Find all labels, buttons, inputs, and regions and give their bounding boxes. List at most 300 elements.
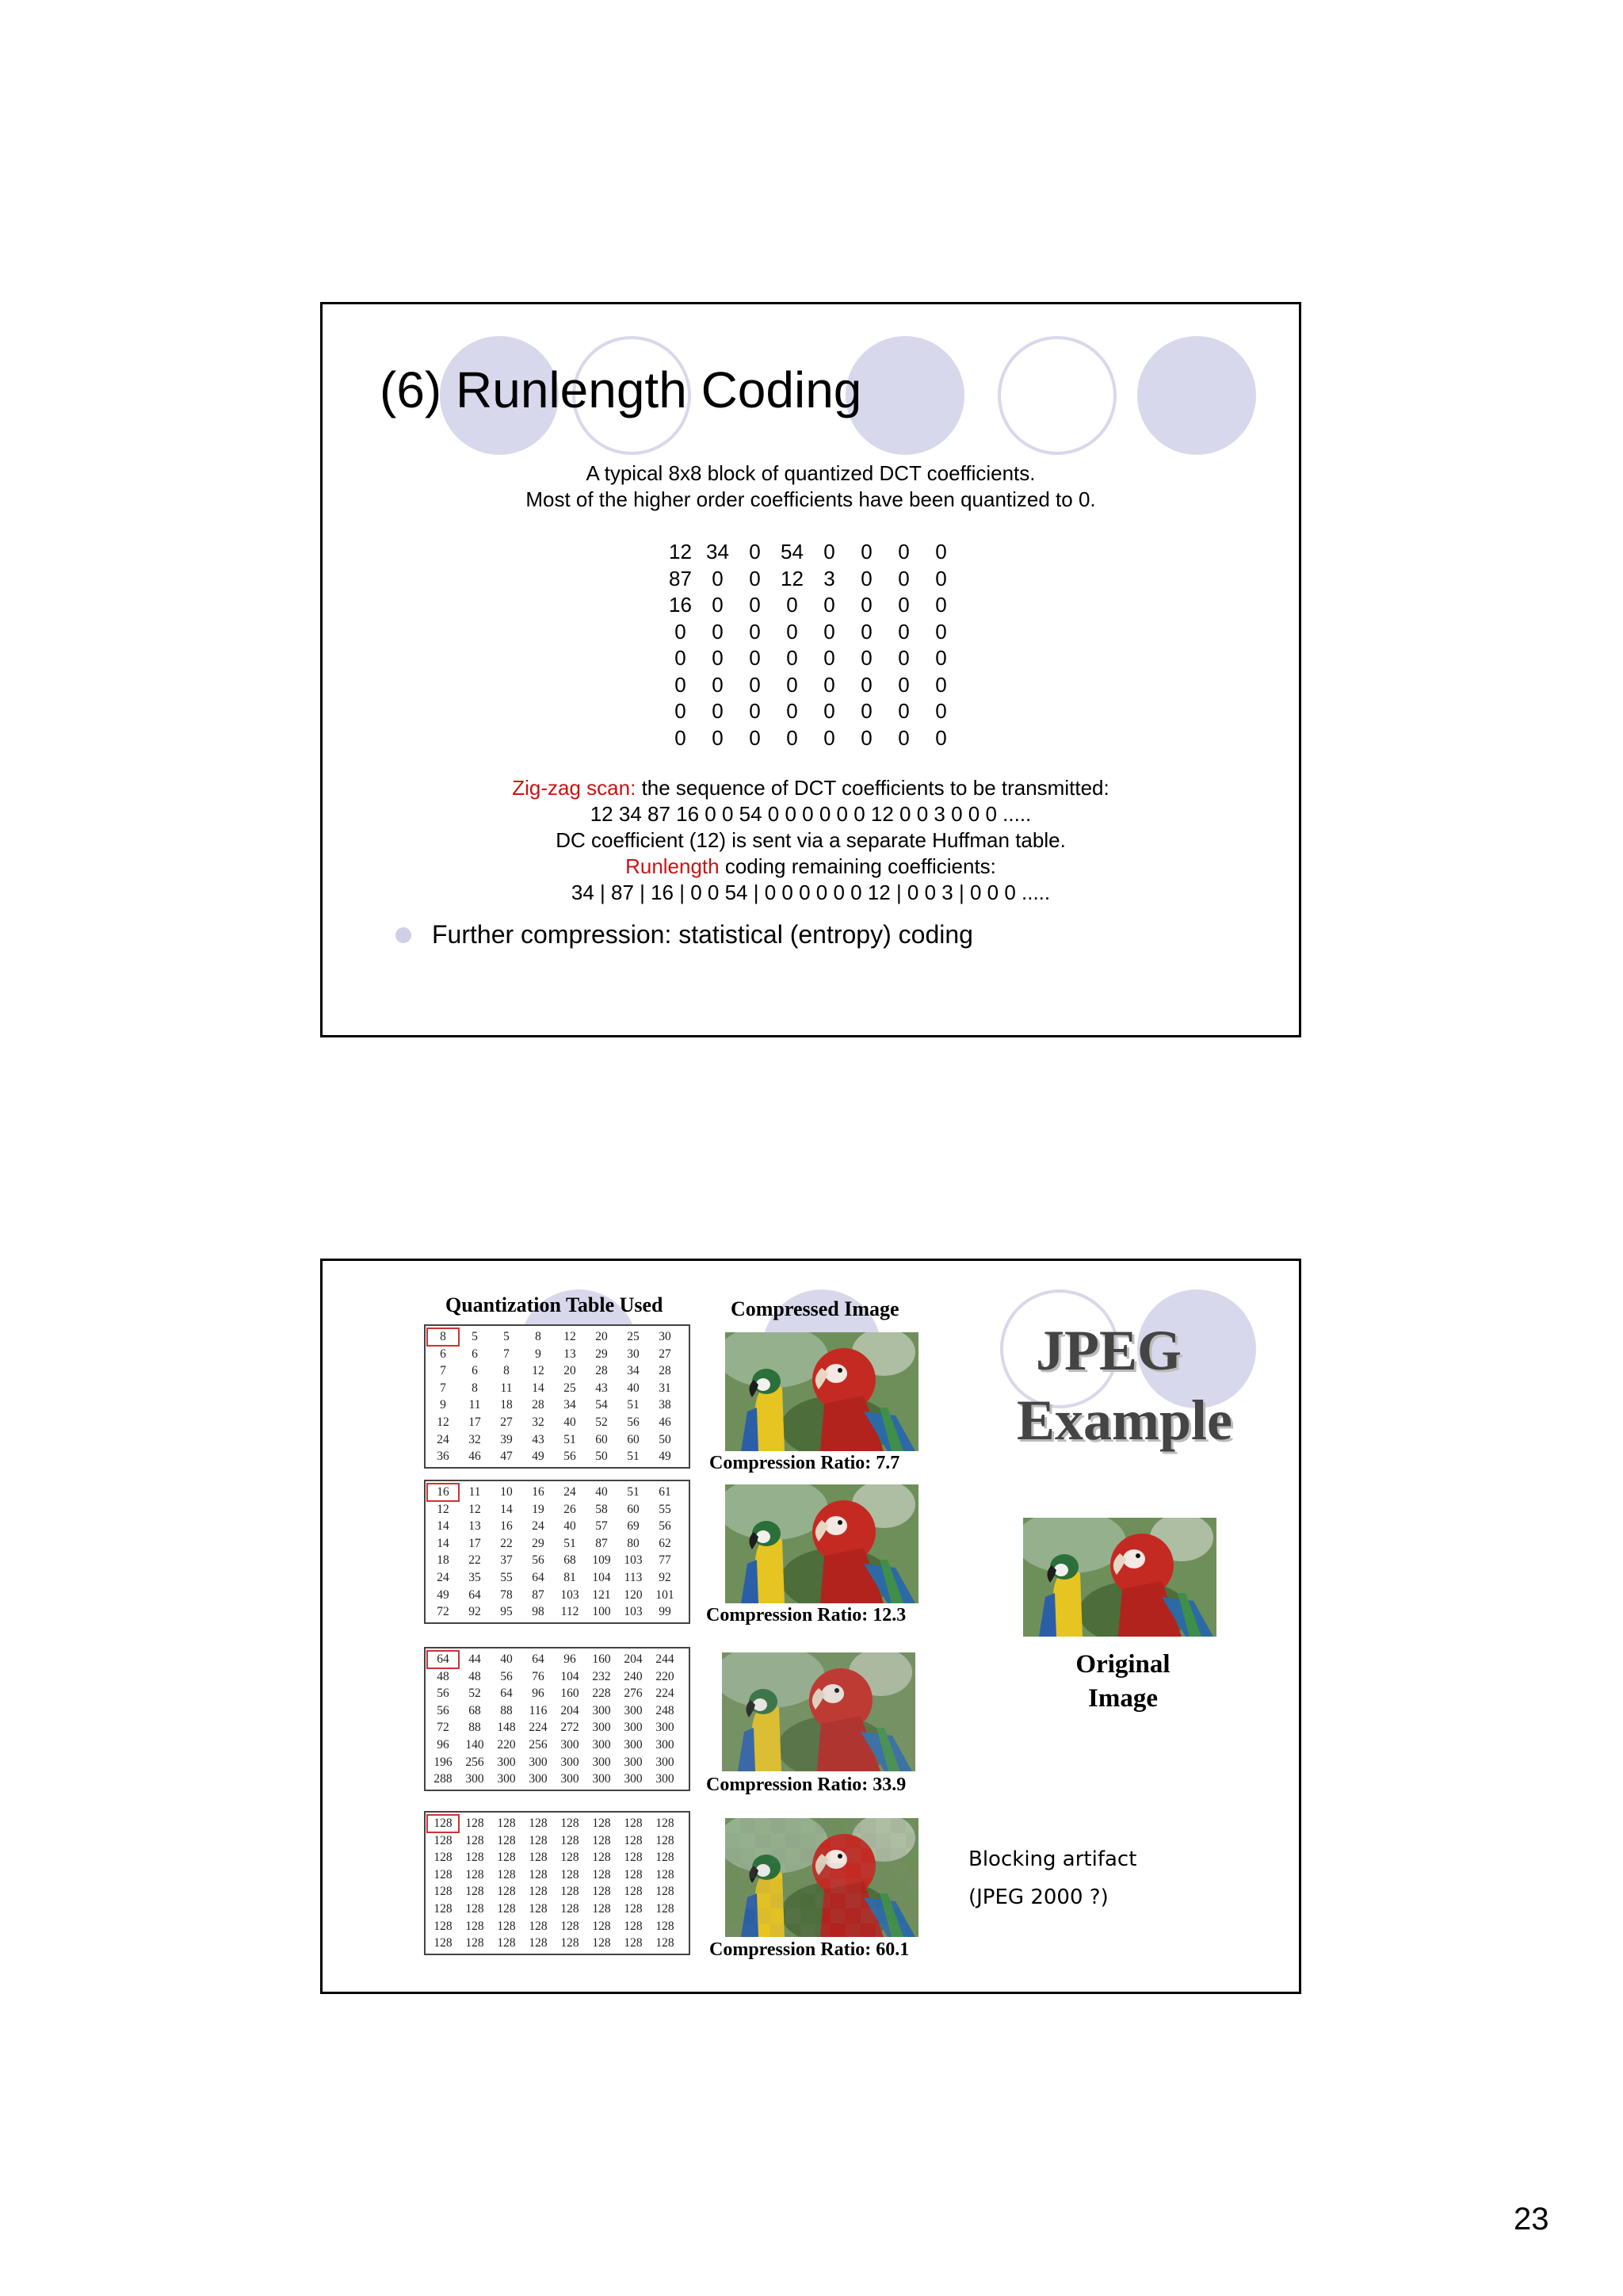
quant-row — [427, 1668, 687, 1686]
matrix-cell: 0 — [749, 593, 761, 617]
matrix-row — [323, 645, 1299, 672]
quant-cell: 128 — [655, 1867, 674, 1881]
matrix-cell: 0 — [749, 672, 761, 697]
matrix-cell: 0 — [674, 646, 686, 670]
quant-cell: 300 — [624, 1755, 643, 1769]
quant-cell: 57 — [595, 1519, 608, 1534]
quant-cell: 38 — [659, 1398, 671, 1412]
zigzag-text: the sequence of DCT coefficients to be transmitted: — [636, 776, 1109, 800]
quant-cell: 128 — [655, 1885, 674, 1899]
quant-cell: 128 — [529, 1817, 548, 1830]
quant-cell: 224 — [655, 1687, 674, 1701]
quant-cell: 128 — [433, 1885, 453, 1899]
quant-cell: 28 — [595, 1364, 608, 1378]
quant-cell: 95 — [500, 1605, 513, 1619]
quant-row — [427, 1346, 687, 1363]
matrix-cell: 0 — [935, 646, 947, 670]
quant-cell: 128 — [560, 1919, 579, 1933]
quant-cell: 40 — [595, 1485, 608, 1499]
quant-dc-cell: 16 — [427, 1484, 459, 1501]
quant-cell: 300 — [592, 1772, 611, 1786]
quant-cell: 24 — [532, 1519, 544, 1534]
quant-cell: 22 — [468, 1553, 481, 1568]
quant-cell: 36 — [437, 1450, 449, 1464]
quant-cell: 56 — [659, 1519, 671, 1534]
quant-cell: 35 — [468, 1570, 481, 1584]
quant-cell: 17 — [468, 1415, 481, 1429]
quant-cell: 128 — [497, 1885, 516, 1899]
quant-row — [427, 1535, 687, 1553]
quant-cell: 19 — [532, 1502, 544, 1516]
compression-ratio-label: Compression Ratio: 7.7 — [709, 1453, 900, 1473]
runlength-text: coding remaining coefficients: — [719, 854, 996, 878]
quant-cell: 56 — [532, 1553, 544, 1568]
matrix-cell: 0 — [898, 566, 910, 590]
quantization-table-title: Quantization Table Used — [445, 1293, 663, 1316]
quant-cell: 12 — [437, 1502, 449, 1516]
quant-row — [427, 1380, 687, 1397]
quant-cell: 76 — [532, 1669, 544, 1683]
quant-cell: 128 — [655, 1919, 674, 1933]
matrix-cell: 0 — [823, 672, 835, 697]
quant-row — [427, 1501, 687, 1519]
quant-row — [427, 1448, 687, 1465]
matrix-cell: 0 — [861, 619, 873, 644]
quant-cell: 24 — [563, 1485, 576, 1499]
quant-cell: 128 — [529, 1936, 548, 1950]
matrix-cell: 0 — [935, 672, 947, 697]
quant-cell: 6 — [440, 1347, 446, 1361]
quant-cell: 40 — [563, 1415, 576, 1429]
matrix-row — [323, 566, 1299, 593]
quant-row — [427, 1849, 687, 1866]
quant-cell: 300 — [529, 1755, 548, 1769]
quant-cell: 50 — [595, 1450, 608, 1464]
matrix-cell: 0 — [861, 672, 873, 697]
quant-cell: 128 — [465, 1936, 484, 1950]
compression-ratio-label: Compression Ratio: 12.3 — [706, 1605, 907, 1626]
quant-cell: 244 — [655, 1652, 674, 1666]
quant-cell: 9 — [440, 1398, 446, 1412]
quant-cell: 55 — [659, 1502, 671, 1516]
quant-dc-cell: 64 — [427, 1651, 459, 1668]
quant-cell: 6 — [472, 1347, 478, 1361]
quant-cell: 40 — [563, 1519, 576, 1534]
compressed-image-12-3 — [725, 1484, 918, 1603]
quantization-table — [424, 1480, 690, 1624]
blocking-artifact-note: Blocking artifact — [968, 1847, 1137, 1871]
quant-cell: 40 — [500, 1652, 513, 1666]
quant-cell: 12 — [563, 1330, 576, 1343]
quant-row — [427, 1935, 687, 1952]
quant-cell: 72 — [437, 1605, 449, 1619]
quant-cell: 72 — [437, 1721, 449, 1735]
jpeg-title-line-1: JPEG — [1036, 1319, 1182, 1382]
quant-cell: 128 — [655, 1901, 674, 1916]
quant-cell: 77 — [659, 1553, 671, 1568]
quant-cell: 300 — [624, 1703, 643, 1717]
quant-row — [427, 1719, 687, 1736]
quant-row — [427, 1431, 687, 1449]
quant-cell: 96 — [437, 1737, 449, 1752]
quant-cell: 49 — [659, 1450, 671, 1464]
quant-cell: 160 — [560, 1687, 579, 1701]
quantization-table — [424, 1647, 690, 1791]
quant-cell: 43 — [532, 1432, 544, 1446]
quant-cell: 28 — [659, 1364, 671, 1378]
quant-cell: 28 — [532, 1398, 544, 1412]
quant-cell: 51 — [563, 1536, 576, 1550]
zigzag-line — [323, 775, 1299, 801]
quant-cell: 60 — [627, 1432, 640, 1446]
quant-cell: 10 — [500, 1485, 513, 1499]
matrix-cell: 0 — [749, 646, 761, 670]
matrix-cell: 0 — [786, 725, 798, 750]
matrix-cell: 0 — [861, 540, 873, 563]
quant-cell: 121 — [592, 1587, 611, 1602]
quant-cell: 51 — [627, 1450, 640, 1464]
matrix-cell: 0 — [935, 725, 947, 750]
quant-cell: 11 — [500, 1381, 513, 1395]
matrix-cell: 0 — [823, 540, 835, 563]
quant-cell: 128 — [433, 1919, 453, 1933]
quant-cell: 50 — [659, 1432, 671, 1446]
quant-cell: 128 — [529, 1901, 548, 1916]
matrix-cell: 0 — [712, 672, 724, 697]
quant-cell: 13 — [563, 1347, 576, 1361]
quant-row — [427, 1883, 687, 1901]
matrix-row — [323, 725, 1299, 752]
intro-line-2: Most of the higher order coefficients have been quantized to 0. — [525, 487, 1096, 511]
quant-dc-cell: 8 — [427, 1328, 459, 1346]
quant-cell: 12 — [532, 1364, 544, 1378]
quant-cell: 128 — [655, 1851, 674, 1865]
quant-cell: 128 — [624, 1851, 643, 1865]
compressed-image-60-1 — [725, 1818, 918, 1937]
quant-cell: 43 — [595, 1381, 608, 1395]
quant-row — [427, 1754, 687, 1771]
quant-cell: 128 — [624, 1867, 643, 1881]
quant-cell: 64 — [532, 1652, 544, 1666]
quant-cell: 16 — [500, 1519, 513, 1534]
quant-cell: 96 — [532, 1687, 544, 1701]
compressed-image-33-9 — [722, 1652, 915, 1771]
quant-cell: 128 — [433, 1867, 453, 1881]
quant-row — [427, 1484, 687, 1501]
matrix-row — [323, 619, 1299, 646]
quant-cell: 300 — [560, 1772, 579, 1786]
quant-cell: 300 — [529, 1772, 548, 1786]
matrix-cell: 0 — [861, 725, 873, 750]
matrix-cell: 0 — [898, 725, 910, 750]
quant-cell: 128 — [560, 1833, 579, 1847]
quant-cell: 128 — [433, 1833, 453, 1847]
quant-cell: 128 — [560, 1885, 579, 1899]
matrix-cell: 12 — [669, 540, 692, 563]
matrix-row — [323, 672, 1299, 699]
quant-cell: 78 — [500, 1587, 513, 1602]
quant-cell: 128 — [465, 1885, 484, 1899]
quant-cell: 128 — [560, 1867, 579, 1881]
quant-cell: 272 — [560, 1721, 579, 1735]
quant-cell: 300 — [655, 1772, 674, 1786]
matrix-cell: 0 — [823, 593, 835, 617]
matrix-cell: 0 — [898, 593, 910, 617]
quant-cell: 54 — [595, 1398, 608, 1412]
quant-cell: 128 — [624, 1901, 643, 1916]
quant-cell: 140 — [465, 1737, 484, 1752]
matrix-cell: 0 — [861, 566, 873, 590]
quant-cell: 18 — [500, 1398, 513, 1412]
quant-cell: 51 — [627, 1398, 640, 1412]
quant-cell: 128 — [497, 1851, 516, 1865]
quant-row — [427, 1396, 687, 1414]
quant-cell: 92 — [468, 1605, 481, 1619]
matrix-cell: 0 — [749, 699, 761, 723]
quant-cell: 7 — [503, 1347, 510, 1361]
matrix-cell: 0 — [674, 699, 686, 723]
quant-cell: 103 — [624, 1553, 643, 1568]
bullet-item — [395, 920, 973, 949]
quant-cell: 300 — [592, 1737, 611, 1752]
quant-cell: 8 — [535, 1330, 541, 1343]
matrix-cell: 0 — [786, 593, 798, 617]
quant-cell: 14 — [437, 1536, 449, 1550]
quant-row — [427, 1362, 687, 1380]
intro-line-1: A typical 8x8 block of quantized DCT coefficients. — [586, 461, 1036, 485]
quant-cell: 49 — [532, 1450, 544, 1464]
quant-cell: 56 — [437, 1687, 449, 1701]
matrix-cell: 0 — [786, 672, 798, 697]
quant-cell: 128 — [592, 1919, 611, 1933]
quant-cell: 98 — [532, 1605, 544, 1619]
dc-coefficient-line: DC coefficient (12) is sent via a separate Huffman table. — [556, 828, 1066, 852]
quant-cell: 55 — [500, 1570, 513, 1584]
quant-cell: 300 — [592, 1755, 611, 1769]
quant-cell: 120 — [624, 1587, 643, 1602]
quant-row — [427, 1569, 687, 1587]
quant-cell: 100 — [592, 1605, 611, 1619]
matrix-cell: 0 — [935, 593, 947, 617]
quant-cell: 128 — [592, 1851, 611, 1865]
quant-cell: 128 — [655, 1817, 674, 1830]
quant-cell: 204 — [560, 1703, 579, 1717]
quant-cell: 128 — [529, 1833, 548, 1847]
matrix-row — [323, 698, 1299, 725]
quant-cell: 300 — [592, 1703, 611, 1717]
quant-cell: 11 — [468, 1398, 481, 1412]
matrix-cell: 16 — [669, 593, 692, 617]
matrix-cell: 0 — [898, 699, 910, 723]
matrix-cell: 0 — [749, 619, 761, 644]
quant-row — [427, 1832, 687, 1850]
quant-cell: 128 — [592, 1833, 611, 1847]
quant-cell: 92 — [659, 1570, 671, 1584]
quant-dc-cell: 128 — [427, 1815, 459, 1832]
quant-cell: 128 — [497, 1901, 516, 1916]
matrix-cell: 0 — [823, 646, 835, 670]
quant-cell: 128 — [497, 1817, 516, 1830]
quant-cell: 88 — [468, 1721, 481, 1735]
quant-cell: 31 — [659, 1381, 671, 1395]
compression-ratio-label: Compression Ratio: 60.1 — [709, 1939, 910, 1960]
quant-cell: 128 — [433, 1936, 453, 1950]
matrix-cell: 34 — [706, 540, 729, 563]
quant-cell: 32 — [532, 1415, 544, 1429]
quant-cell: 128 — [465, 1851, 484, 1865]
quant-cell: 49 — [437, 1587, 449, 1602]
quant-cell: 113 — [624, 1570, 643, 1584]
original-label-line-2: Image — [1088, 1684, 1158, 1713]
quant-cell: 128 — [592, 1867, 611, 1881]
quant-cell: 46 — [468, 1450, 481, 1464]
quant-cell: 116 — [529, 1703, 548, 1717]
quant-cell: 160 — [592, 1652, 611, 1666]
quant-cell: 228 — [592, 1687, 611, 1701]
quant-cell: 7 — [440, 1381, 446, 1395]
slide-title: (6) Runlength Coding — [380, 361, 862, 418]
quant-cell: 300 — [624, 1772, 643, 1786]
quant-cell: 9 — [535, 1347, 541, 1361]
quant-cell: 22 — [500, 1536, 513, 1550]
quant-cell: 128 — [592, 1885, 611, 1899]
quant-cell: 248 — [655, 1703, 674, 1717]
quant-cell: 128 — [497, 1936, 516, 1950]
quant-cell: 40 — [627, 1381, 640, 1395]
quant-row — [427, 1328, 687, 1346]
matrix-cell: 0 — [786, 699, 798, 723]
page-number: 23 — [1514, 2202, 1549, 2237]
quant-cell: 300 — [560, 1737, 579, 1752]
quant-cell: 44 — [468, 1652, 481, 1666]
quant-cell: 128 — [655, 1936, 674, 1950]
quant-cell: 128 — [529, 1851, 548, 1865]
quant-row — [427, 1771, 687, 1788]
quant-cell: 300 — [655, 1721, 674, 1735]
quant-cell: 148 — [497, 1721, 516, 1735]
quant-cell: 37 — [500, 1553, 513, 1568]
quant-cell: 256 — [529, 1737, 548, 1752]
quant-cell: 17 — [468, 1536, 481, 1550]
slide-runlength-coding — [320, 302, 1301, 1037]
quant-cell: 101 — [655, 1587, 674, 1602]
matrix-cell: 0 — [749, 540, 761, 563]
matrix-cell: 0 — [898, 672, 910, 697]
quant-cell: 7 — [440, 1364, 446, 1378]
matrix-cell: 0 — [786, 619, 798, 644]
quant-cell: 24 — [437, 1570, 449, 1584]
quant-cell: 128 — [624, 1919, 643, 1933]
quant-cell: 104 — [592, 1570, 611, 1584]
quant-cell: 128 — [624, 1833, 643, 1847]
quant-cell: 13 — [468, 1519, 481, 1534]
quant-cell: 87 — [532, 1587, 544, 1602]
quant-cell: 14 — [500, 1502, 513, 1516]
quant-cell: 47 — [500, 1450, 513, 1464]
quant-cell: 128 — [529, 1919, 548, 1933]
quant-cell: 220 — [497, 1737, 516, 1752]
quant-cell: 60 — [627, 1502, 640, 1516]
jpeg2000-note: (JPEG 2000 ?) — [968, 1885, 1109, 1909]
matrix-cell: 0 — [823, 619, 835, 644]
matrix-cell: 0 — [823, 725, 835, 750]
quant-cell: 276 — [624, 1687, 643, 1701]
quant-cell: 240 — [624, 1669, 643, 1683]
quant-row — [427, 1702, 687, 1720]
quant-cell: 68 — [468, 1703, 481, 1717]
quant-cell: 61 — [659, 1485, 671, 1499]
quant-cell: 52 — [468, 1687, 481, 1701]
quant-row — [427, 1866, 687, 1884]
quant-cell: 56 — [627, 1415, 640, 1429]
matrix-cell: 0 — [674, 672, 686, 697]
quant-cell: 300 — [465, 1772, 484, 1786]
quant-cell: 300 — [497, 1755, 516, 1769]
quant-cell: 14 — [437, 1519, 449, 1534]
quant-cell: 128 — [560, 1901, 579, 1916]
quant-cell: 128 — [465, 1901, 484, 1916]
quant-cell: 26 — [563, 1502, 576, 1516]
quant-row — [427, 1815, 687, 1832]
quant-cell: 128 — [592, 1936, 611, 1950]
quant-cell: 103 — [560, 1587, 579, 1602]
quant-cell: 6 — [472, 1364, 478, 1378]
matrix-cell: 0 — [712, 699, 724, 723]
matrix-cell: 0 — [861, 646, 873, 670]
quant-row — [427, 1651, 687, 1668]
runlength-line — [323, 854, 1299, 880]
quant-cell: 51 — [627, 1485, 640, 1499]
quant-cell: 16 — [532, 1485, 544, 1499]
matrix-cell: 0 — [861, 699, 873, 723]
quant-cell: 46 — [659, 1415, 671, 1429]
runlength-sequence: 34 | 87 | 16 | 0 0 54 | 0 0 0 0 0 0 12 | 0 0 3 | 0 0 0 ..... — [571, 881, 1051, 904]
matrix-cell: 54 — [781, 540, 804, 563]
quant-cell: 24 — [437, 1432, 449, 1446]
quant-cell: 25 — [627, 1330, 640, 1343]
quant-cell: 58 — [595, 1502, 608, 1516]
matrix-cell: 0 — [674, 619, 686, 644]
matrix-cell: 0 — [935, 540, 947, 563]
matrix-cell: 0 — [712, 646, 724, 670]
quant-cell: 128 — [497, 1833, 516, 1847]
quant-cell: 128 — [465, 1919, 484, 1933]
compression-ratio-label: Compression Ratio: 33.9 — [706, 1775, 907, 1795]
quant-cell: 220 — [655, 1669, 674, 1683]
quant-cell: 128 — [465, 1833, 484, 1847]
quant-cell: 128 — [624, 1936, 643, 1950]
quant-cell: 128 — [560, 1936, 579, 1950]
quant-cell: 81 — [563, 1570, 576, 1584]
quant-row — [427, 1736, 687, 1754]
quant-cell: 12 — [437, 1415, 449, 1429]
quant-cell: 128 — [529, 1867, 548, 1881]
matrix-cell: 0 — [861, 593, 873, 617]
slide-jpeg-example — [320, 1259, 1301, 1994]
matrix-cell: 12 — [781, 566, 804, 590]
matrix-cell: 0 — [712, 725, 724, 750]
quant-cell: 80 — [627, 1536, 640, 1550]
quant-cell: 232 — [592, 1669, 611, 1683]
quant-cell: 128 — [624, 1817, 643, 1830]
quant-cell: 20 — [563, 1364, 576, 1378]
quant-cell: 32 — [468, 1432, 481, 1446]
quant-cell: 103 — [624, 1605, 643, 1619]
quant-cell: 128 — [592, 1817, 611, 1830]
quant-cell: 8 — [503, 1364, 510, 1378]
quant-cell: 300 — [624, 1721, 643, 1735]
decor-circle — [1137, 336, 1256, 455]
